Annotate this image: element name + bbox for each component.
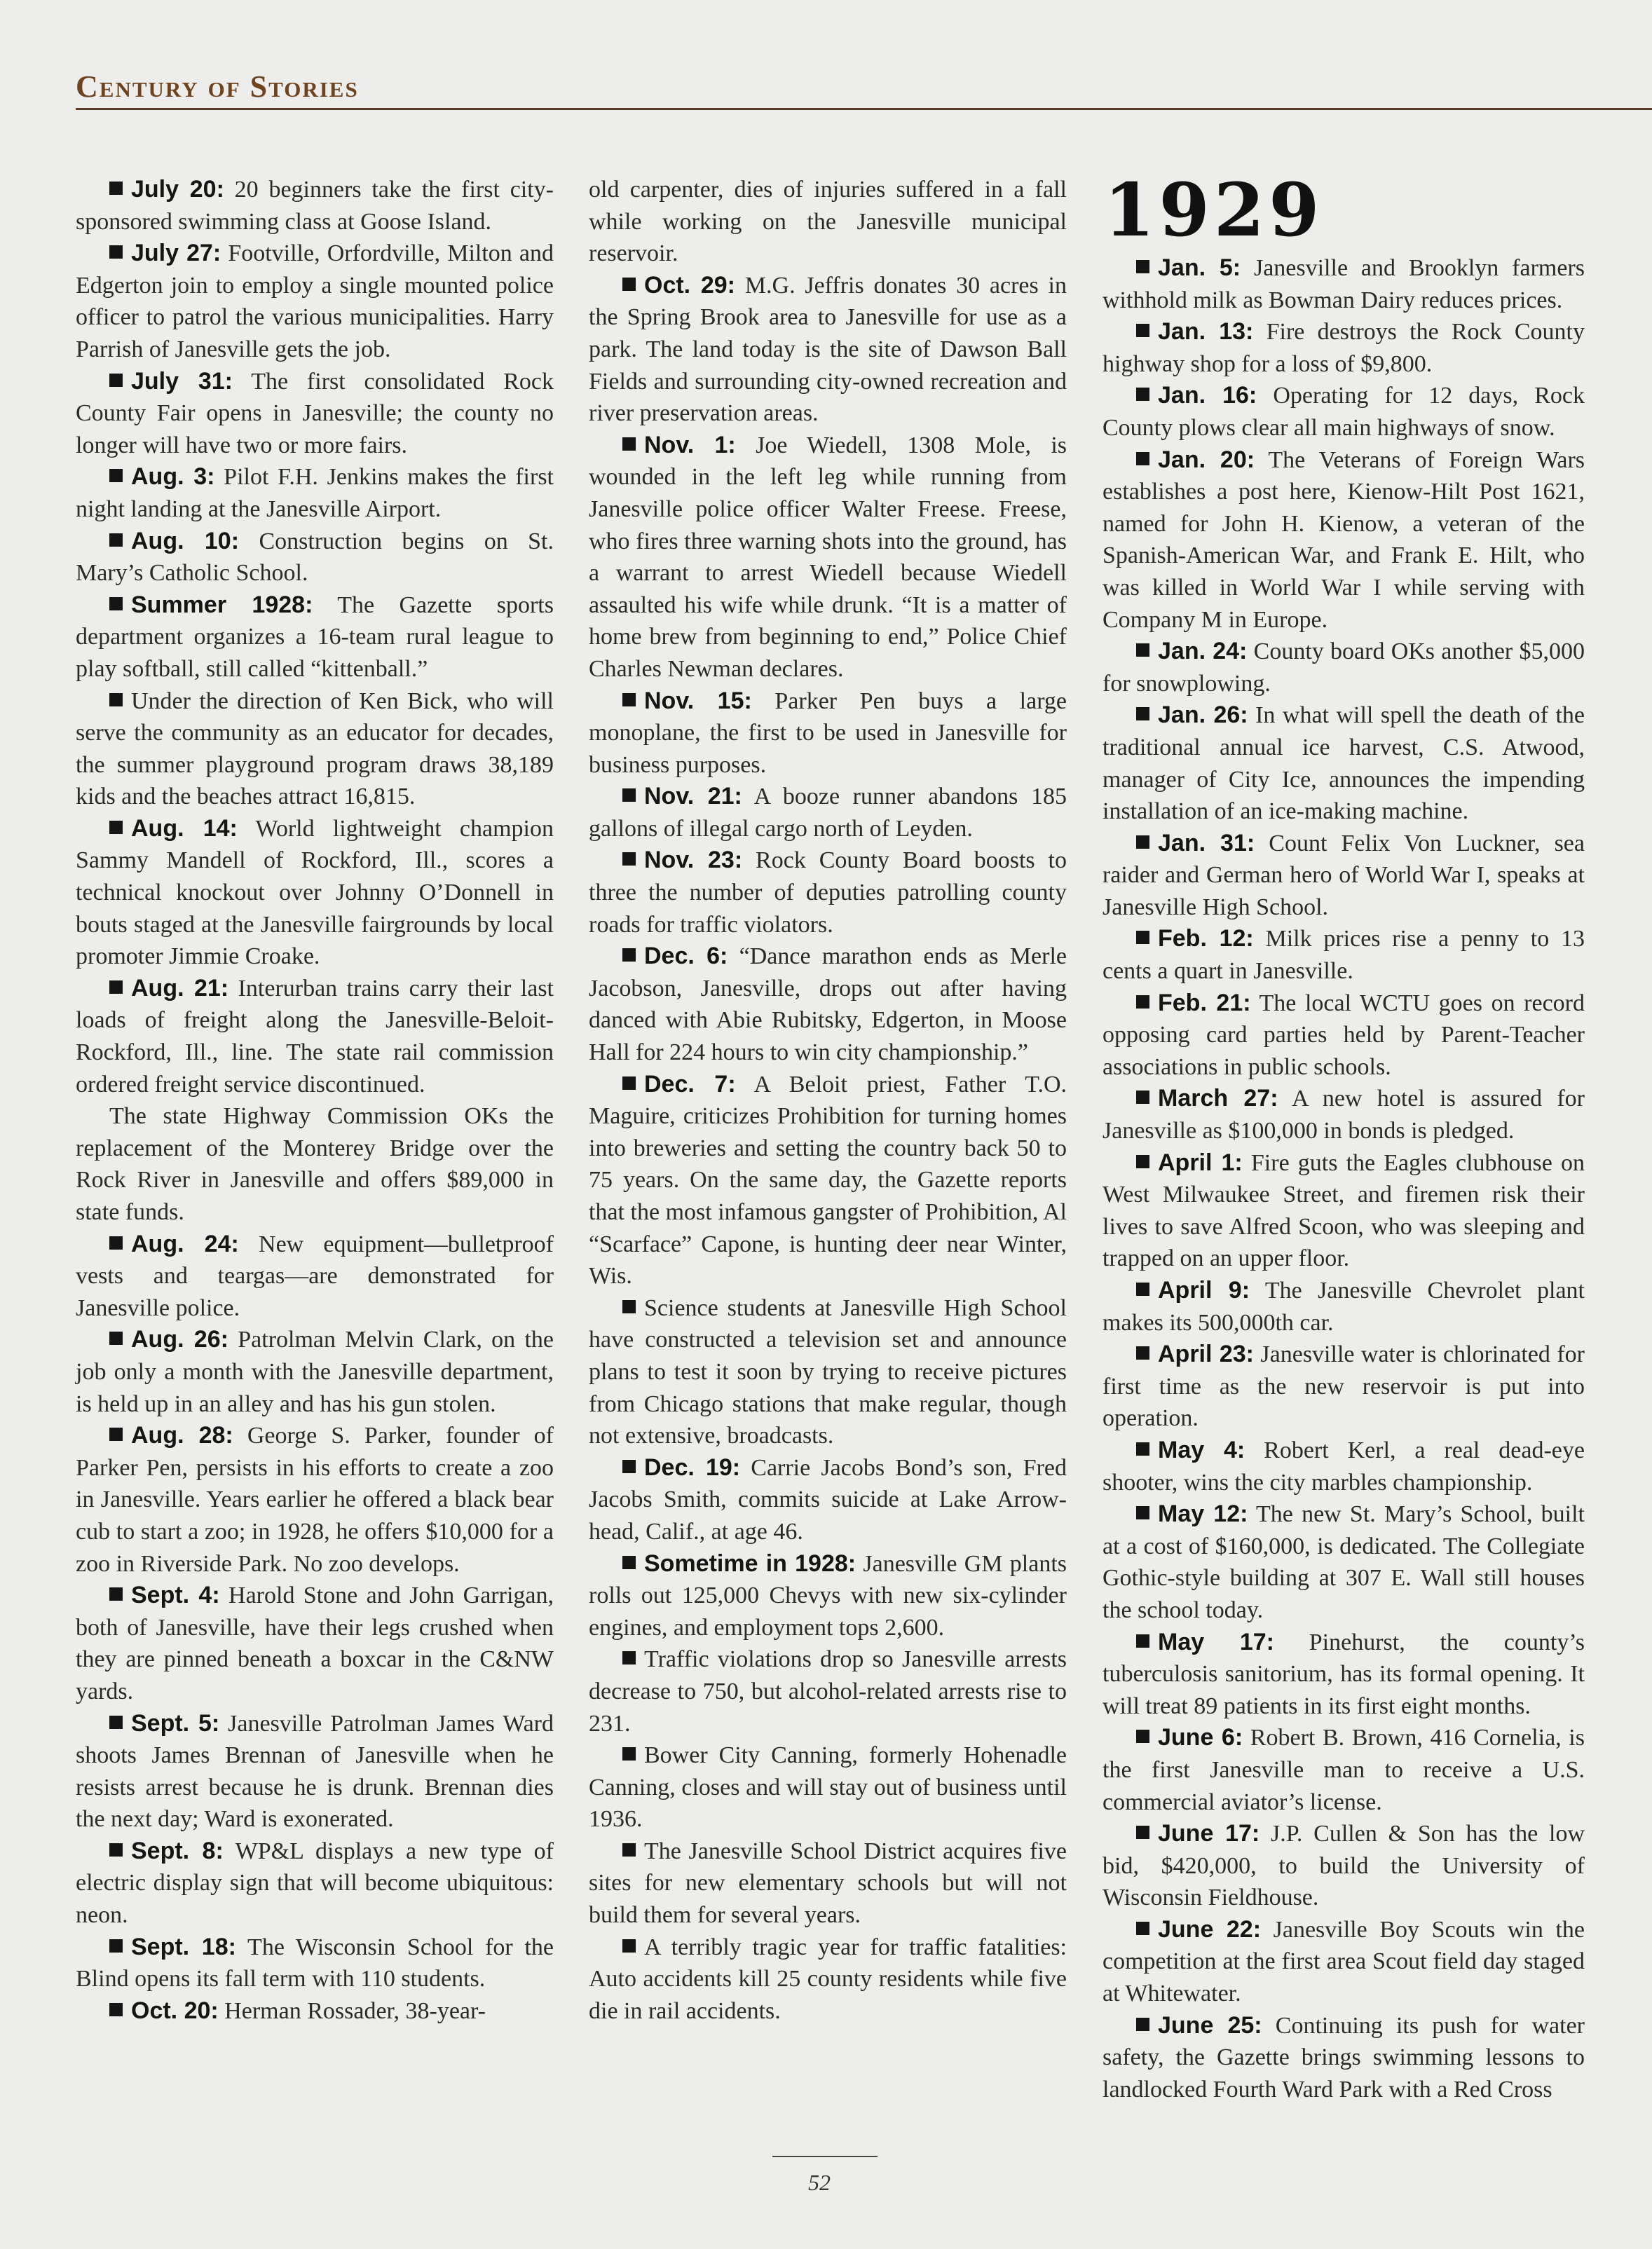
square-bullet-icon [109,693,123,706]
timeline-entry [76,973,554,1100]
timeline-entry [1103,444,1585,636]
timeline-entry [1103,316,1585,380]
timeline-entry [1103,1722,1585,1818]
square-bullet-icon [1136,1155,1149,1168]
timeline-entry [1103,2010,1585,2106]
entry-text: Operating for 12 days, Rock County plows clear all main highways of snow. [1103,383,1585,441]
square-bullet-icon [1136,1922,1149,1935]
entry-date: Dec. 19: [644,1454,741,1481]
entry-text: Pinehurst, the county’s tuberculosis sanitorium, has its formal opening. It will treat 89 patients in its first eight months. [1103,1629,1585,1719]
timeline-entry [76,1932,554,1995]
square-bullet-icon [1136,2018,1149,2031]
entry-date: Jan. 24: [1158,638,1248,665]
square-bullet-icon [622,437,636,451]
entry-date: Oct. 20: [131,1997,219,2024]
entry-date: May 4: [1158,1436,1245,1463]
square-bullet-icon [1136,931,1149,944]
square-bullet-icon [622,278,636,291]
square-bullet-icon [1136,452,1149,465]
timeline-entry [76,366,554,462]
entry-text: Janesville and Brooklyn farmers withhold milk as Bowman Dairy reduces prices. [1103,255,1585,313]
entry-text: Construction begins on St. Mary’s Catholic School. [76,528,554,587]
entry-date: Aug. 10: [131,527,240,554]
square-bullet-icon [109,182,123,195]
entry-text: A new hotel is assured for Janesville as $100,000 in bonds is pledged. [1103,1086,1585,1144]
timeline-entry [589,1836,1067,1932]
timeline-entry [1103,828,1585,924]
entry-date: Sept. 18: [131,1933,236,1960]
entry-text: Janesville Patrolman James Ward shoots James Brennan of Janesville when he resists arrest because he is drunk. Brennan dies the next day; Ward is exonerated. [76,1710,554,1833]
entry-text: George S. Parker, founder of Parker Pen, persists in his efforts to create a zoo in Janesville. Years earlier he offered a black bear cub to start a zoo; in 1928, he offers $10,000 for a zoo in Riverside Park. No zoo develops. [76,1423,554,1577]
entry-text: The Janesville School District acquires five sites for new elementary schools but will not build them for several years. [589,1838,1067,1929]
entry-date: Summer 1928: [131,591,313,618]
square-bullet-icon [1136,643,1149,657]
entry-date: June 22: [1158,1915,1262,1943]
square-bullet-icon [109,1236,123,1250]
entry-date: Nov. 1: [644,431,736,458]
entry-date: Oct. 29: [644,271,735,299]
entry-text: The Veterans of Foreign Wars establishes a post here, Kienow-Hilt Post 1621, named for John H. Kienow, a veteran of the Spanish-American War, and Frank E. Hilt, who was killed in World War I while serving with Company M in Europe. [1103,446,1585,633]
square-bullet-icon [622,1747,636,1761]
timeline-entry [589,430,1067,685]
entry-date: Sept. 4: [131,1582,220,1609]
square-bullet-icon [109,1939,123,1953]
entry-text: Under the direction of Ken Bick, who will serve the community as an educator for decades, the summer playground program draws 38,189 kids and the beaches attract 16,815. [76,688,554,810]
entry-date: Feb. 12: [1158,925,1254,952]
entry-text: Janesville GM plants rolls out 125,000 Chevys with new six-cylinder engines, and employment tops 2,600. [589,1550,1067,1641]
timeline-entry [589,845,1067,941]
timeline-entry [1103,1275,1585,1339]
square-bullet-icon [109,245,123,259]
year-heading: 1929 [1104,167,1324,253]
entry-date: Nov. 21: [644,783,742,810]
entry-text: Science students at Janesville High School have constructed a television set and announce plans to test it soon by trying to receive pictures from Chicago stations that make regular, though not extensive, broadcasts. [589,1294,1067,1449]
square-bullet-icon [109,1716,123,1729]
entry-date: Nov. 23: [644,847,743,874]
square-bullet-icon [622,693,636,706]
entry-text: The Gazette sports department organizes a 16-team rural league to play softball, still called “kittenball.” [76,592,554,682]
entry-date: Jan. 16: [1158,382,1257,409]
timeline-entry [1103,1627,1585,1723]
timeline-entry [589,1739,1067,1836]
entry-text: The local WCTU goes on record opposing card parties held by Parent-Teacher associations in public schools. [1103,990,1585,1080]
timeline-entry [1103,252,1585,316]
entry-date: July 31: [131,367,233,395]
square-bullet-icon [109,980,123,994]
entry-text: Carrie Jacobs Bond’s son, Fred Jacobs Smith, commits suicide at Lake Arrow-head, Calif., at age 46. [589,1454,1067,1545]
square-bullet-icon [622,1076,636,1090]
square-bullet-icon [1136,1091,1149,1104]
running-head: Century of Stories [76,69,359,104]
timeline-entry [589,1452,1067,1548]
entry-text: New equipment—bulletproof vests and teargas—are demonstrated for Janesville police. [76,1231,554,1321]
timeline-entry [76,1580,554,1707]
timeline-entry [1103,1435,1585,1498]
square-bullet-icon [622,788,636,802]
square-bullet-icon [1136,1730,1149,1743]
timeline-entry [589,174,1067,270]
entry-date: Jan. 31: [1158,829,1255,856]
entry-text: Fire guts the Eagles clubhouse on West Milwaukee Street, and firemen risk their lives to save Alfred Scoon, who was sleeping and trapped on an upper floor. [1103,1149,1585,1272]
timeline-entry [589,1069,1067,1292]
entry-date: Aug. 21: [131,974,229,1002]
square-bullet-icon [109,533,123,547]
entry-date: Sometime in 1928: [644,1550,856,1577]
entry-date: Dec. 6: [644,943,728,970]
timeline-entry [76,1708,554,1836]
entry-text: The new St. Mary’s School, built at a cost of $160,000, is dedicated. The Collegiate Gothic-style building at 307 E. Wall still houses the school today. [1103,1501,1585,1623]
square-bullet-icon [1136,388,1149,401]
entry-text: A booze runner abandons 185 gallons of illegal cargo north of Leyden. [589,784,1067,842]
entry-text: Harold Stone and John Garrigan, both of Janesville, have their legs crushed when they are pinned beneath a boxcar in the C&NW yards. [76,1582,554,1704]
timeline-entry [1103,1339,1585,1435]
timeline-entry [76,813,554,973]
square-bullet-icon [109,1587,123,1601]
timeline-entry [589,1292,1067,1452]
entry-date: Aug. 14: [131,814,238,842]
square-bullet-icon [1136,260,1149,273]
entry-text: Count Felix Von Luckner, sea raider and German hero of World War I, speaks at Janesville High School. [1103,830,1585,920]
square-bullet-icon [1136,707,1149,720]
entry-date: Aug. 3: [131,463,215,491]
timeline-entry [76,589,554,685]
timeline-entry [589,1932,1067,2028]
square-bullet-icon [1136,1634,1149,1648]
entry-text: Janesville water is chlorinated for first time as the new reservoir is put into operation. [1103,1341,1585,1432]
entry-text: A terribly tragic year for traffic fatalities: Auto accidents kill 25 county residents while five die in rail accidents. [589,1934,1067,2024]
square-bullet-icon [1136,1346,1149,1360]
entry-date: Jan. 26: [1158,702,1248,729]
timeline-entry [589,781,1067,845]
entry-date: Jan. 20: [1158,446,1255,473]
entry-date: July 27: [131,240,221,267]
timeline-entry [1103,699,1585,827]
square-bullet-icon [1136,1506,1149,1519]
entry-date: Sept. 5: [131,1709,220,1737]
entry-text: A Beloit priest, Father T.O. Maguire, criticizes Prohibition for turning homes into breweries and setting the country back 50 to 75 years. On the same day, the Gazette reports that the most infamous gangster of Prohibition, Al “Scarface” Capone, is hunting deer near Winter, Wis. [589,1071,1067,1290]
square-bullet-icon [622,948,636,962]
entry-text: The Wisconsin School for the Blind opens its fall term with 110 students. [76,1934,554,1992]
entry-date: Nov. 15: [644,687,752,714]
entry-date: July 20: [131,176,224,203]
entry-text: Parker Pen buys a large monoplane, the first to be used in Janesville for business purposes. [589,688,1067,778]
entry-date: June 25: [1158,2011,1262,2039]
timeline-entry [589,1548,1067,1644]
timeline-entry [76,1420,554,1580]
square-bullet-icon [109,2003,123,2016]
entry-date: April 1: [1158,1149,1243,1176]
square-bullet-icon [622,1460,636,1473]
entry-text: Patrolman Melvin Clark, on the job only a month with the Janesville department, is held up in an alley and has his gun stolen. [76,1327,554,1417]
entry-date: Jan. 13: [1158,318,1254,346]
entry-text: old carpenter, dies of injuries suffered in a fall while working on the Janesville municipal reservoir. [589,177,1067,267]
square-bullet-icon [1136,1283,1149,1296]
entry-text: Bower City Canning, formerly Hohenadle Canning, closes and will stay out of business until 1936. [589,1742,1067,1833]
square-bullet-icon [109,1332,123,1345]
timeline-entry [1103,1818,1585,1914]
entry-date: March 27: [1158,1085,1278,1112]
square-bullet-icon [622,852,636,866]
timeline-entry [1103,923,1585,987]
timeline-entry [589,270,1067,430]
entry-date: Sept. 8: [131,1837,224,1864]
entry-text: Joe Wiedell, 1308 Mole, is wounded in the left leg while running from Janesville police officer Walter Freese. Freese, who fires three warning shots into the ground, has a warrant to arrest Wiedell because Wiedell assaulted his wife while drunk. “It is a matter of home brew from beginning to end,” Police Chief Charles Newman declares. [589,432,1067,682]
entry-text: The first consolidated Rock County Fair opens in Janesville; the county no longer will have two or more fairs. [76,368,554,458]
square-bullet-icon [1136,995,1149,1009]
entry-text: Interurban trains carry their last loads of freight along the Janesville-Beloit-Rockford, Ill., line. The state rail commission ordered freight service discontinued. [76,975,554,1098]
entry-date: Aug. 28: [131,1422,233,1449]
timeline-entry [1103,1147,1585,1275]
square-bullet-icon [1136,835,1149,849]
entry-text: The state Highway Commission OKs the replacement of the Monterey Bridge over the Rock River in Janesville and offers $89,000 in state funds. [76,1103,554,1225]
column-2 [589,174,1067,2027]
entry-text: Fire destroys the Rock County highway shop for a loss of $9,800. [1103,319,1585,377]
entry-date: Aug. 26: [131,1326,228,1353]
timeline-entry [76,685,554,813]
entry-date: May 17: [1158,1628,1274,1655]
entry-text: Herman Rossader, 38-year- [218,1997,486,2024]
square-bullet-icon [1136,324,1149,337]
entry-text: Robert Kerl, a real dead-eye shooter, wins the city marbles championship. [1103,1437,1585,1496]
entry-text: “Dance marathon ends as Merle Jacobson, Janesville, drops out after having danced with Abie Rubitsky, Edgerton, in Moose Hall for 224 hours to win city championship.” [589,943,1067,1066]
square-bullet-icon [622,1651,636,1664]
entry-date: June 6: [1158,1724,1243,1751]
entry-text: WP&L displays a new type of electric display sign that will become ubiquitous: neon. [76,1838,554,1929]
timeline-entry [76,238,554,365]
timeline-entry [589,1643,1067,1739]
entry-text: M.G. Jeffris donates 30 acres in the Spring Brook area to Janesville for use as a park. The land today is the site of Dawson Ball Fields and surrounding city-owned recreation and river preservation areas. [589,272,1067,427]
entry-text: J.P. Cullen & Son has the low bid, $420,000, to build the University of Wisconsin Fieldhouse. [1103,1821,1585,1911]
entry-text: Janesville Boy Scouts win the competition at the first area Scout field day staged at Whitewater. [1103,1916,1585,2007]
entry-date: Dec. 7: [644,1070,736,1098]
square-bullet-icon [1136,1442,1149,1456]
column-1 [76,174,554,2027]
timeline-entry [76,1324,554,1420]
entry-date: April 23: [1158,1341,1254,1368]
entry-text: Robert B. Brown, 416 Cornelia, is the first Janesville man to receive a U.S. commercial aviator’s license. [1103,1725,1585,1815]
square-bullet-icon [622,1300,636,1313]
entry-text: Traffic violations drop so Janesville arrests decrease to 750, but alcohol-related arrests rise to 231. [589,1646,1067,1737]
timeline-entry [1103,380,1585,444]
square-bullet-icon [622,1843,636,1857]
square-bullet-icon [1136,1826,1149,1839]
square-bullet-icon [622,1939,636,1953]
column-3 [1103,167,1585,2105]
timeline-entry [76,1229,554,1325]
timeline-entry [76,461,554,525]
entry-text: 20 beginners take the first city-sponsored swimming class at Goose Island. [76,177,554,235]
timeline-entry [589,941,1067,1068]
timeline-entry [76,174,554,238]
timeline-entry [1103,987,1585,1084]
entry-text: The Janesville Chevrolet plant makes its 500,000th car. [1103,1278,1585,1336]
square-bullet-icon [109,1843,123,1857]
entry-date: May 12: [1158,1501,1248,1528]
header-rule [76,108,1652,110]
square-bullet-icon [109,469,123,482]
timeline-entry [76,1995,554,2028]
entry-date: Feb. 21: [1158,989,1251,1016]
page-number: 52 [808,2170,831,2195]
entry-date: Aug. 24: [131,1230,239,1257]
entry-date: Jan. 5: [1158,254,1241,281]
entry-date: June 17: [1158,1820,1260,1847]
entry-text: Rock County Board boosts to three the number of deputies patrolling county roads for traffic violators. [589,847,1067,938]
timeline-entry [76,1836,554,1932]
timeline-entry [1103,1083,1585,1147]
timeline-entry [1103,1498,1585,1626]
square-bullet-icon [109,821,123,834]
timeline-entry [76,526,554,589]
timeline-entry [1103,1914,1585,2010]
timeline-entry [1103,636,1585,699]
square-bullet-icon [109,597,123,610]
entry-text: World lightweight champion Sammy Mandell of Rockford, Ill., scores a technical knockout over Johnny O’Donnell in bouts staged at the Janesville fairgrounds by local promoter Jimmie Croake. [76,815,554,970]
entry-text: Milk prices rise a penny to 13 cents a quart in Janesville. [1103,926,1585,985]
entry-date: April 9: [1158,1277,1250,1304]
entry-text: County board OKs another $5,000 for snowplowing. [1103,638,1585,697]
entry-text: Pilot F.H. Jenkins makes the first night landing at the Janesville Airport. [76,464,554,522]
square-bullet-icon [109,374,123,387]
square-bullet-icon [109,1428,123,1441]
timeline-entry [589,685,1067,781]
footer-rule [772,2156,878,2157]
entry-text: Continuing its push for water safety, the Gazette brings swimming lessons to landlocked Fourth Ward Park with a Red Cross [1103,2012,1585,2103]
entry-text: In what will spell the death of the traditional annual ice harvest, C.S. Atwood, manager of City Ice, announces the impending installation of an ice-making machine. [1103,702,1585,825]
entry-text: Footville, Orfordville, Milton and Edgerton join to employ a single mounted police officer to patrol the various municipalities. Harry Parrish of Janesville gets the job. [76,240,554,362]
timeline-entry [76,1100,554,1228]
square-bullet-icon [622,1556,636,1569]
